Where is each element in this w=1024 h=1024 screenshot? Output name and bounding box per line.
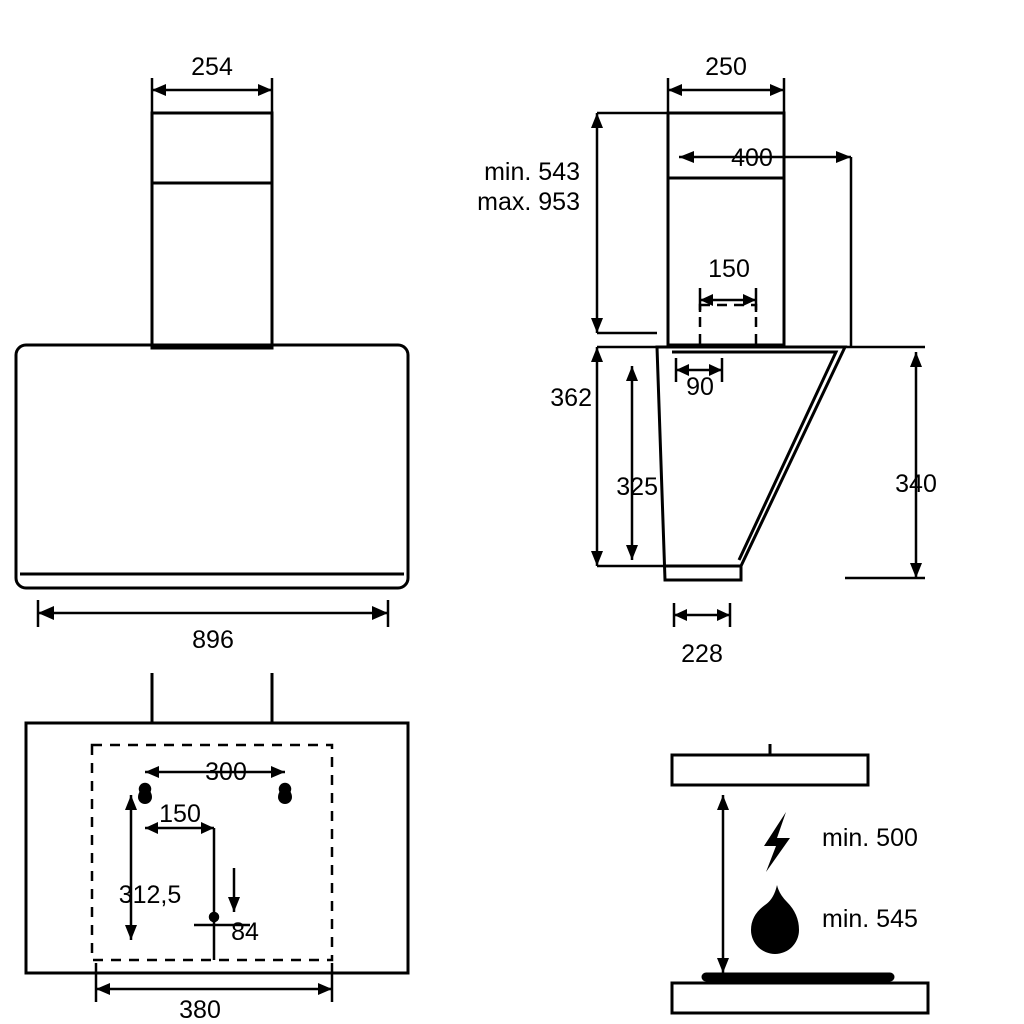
side-outlet — [700, 305, 756, 345]
dim-label-front-896: 896 — [192, 626, 234, 654]
dim-top-3125 — [125, 795, 137, 940]
flame-icon — [751, 885, 799, 954]
dim-label-84: 84 — [231, 918, 259, 946]
dim-label-side-150: 150 — [708, 255, 750, 283]
side-view — [657, 113, 845, 580]
dim-clearance-arrow — [717, 795, 729, 973]
dim-side-150 — [700, 288, 756, 312]
dim-side-340 — [845, 347, 925, 578]
dim-side-250 — [668, 78, 784, 115]
dim-label-min543: min. 543 — [484, 158, 580, 186]
dim-label-228: 228 — [681, 640, 723, 668]
dim-front-896 — [38, 600, 388, 627]
lightning-icon — [764, 812, 790, 872]
dim-label-side-250: 250 — [705, 53, 747, 81]
dim-side-chimney-height — [591, 113, 668, 333]
dim-label-362: 362 — [550, 384, 592, 412]
dim-side-400 — [679, 151, 851, 347]
dim-label-150-top: 150 — [159, 800, 201, 828]
front-view — [16, 113, 408, 588]
dim-label-3125: 312,5 — [118, 881, 182, 909]
dim-label-340: 340 — [895, 470, 937, 498]
front-chimney — [152, 113, 272, 348]
dim-label-side-90: 90 — [686, 373, 714, 401]
dim-label-380: 380 — [179, 996, 221, 1024]
clearance-label-gas: min. 545 — [822, 905, 918, 933]
dim-label-front-254: 254 — [191, 53, 233, 81]
dim-label-max953: max. 953 — [477, 188, 580, 216]
clearance-label-electric: min. 500 — [822, 824, 918, 852]
top-view — [26, 673, 408, 973]
dim-top-84 — [228, 868, 240, 912]
dim-label-side-400: 400 — [731, 144, 773, 172]
dim-side-325 — [626, 366, 638, 560]
dim-front-254 — [152, 78, 272, 115]
dim-side-228 — [674, 603, 730, 627]
dim-label-300: 300 — [205, 758, 247, 786]
clearance-hob — [672, 983, 928, 1013]
dim-label-325: 325 — [616, 473, 658, 501]
clearance-view — [672, 744, 928, 1013]
front-body — [16, 345, 408, 588]
clearance-hood — [672, 755, 868, 785]
